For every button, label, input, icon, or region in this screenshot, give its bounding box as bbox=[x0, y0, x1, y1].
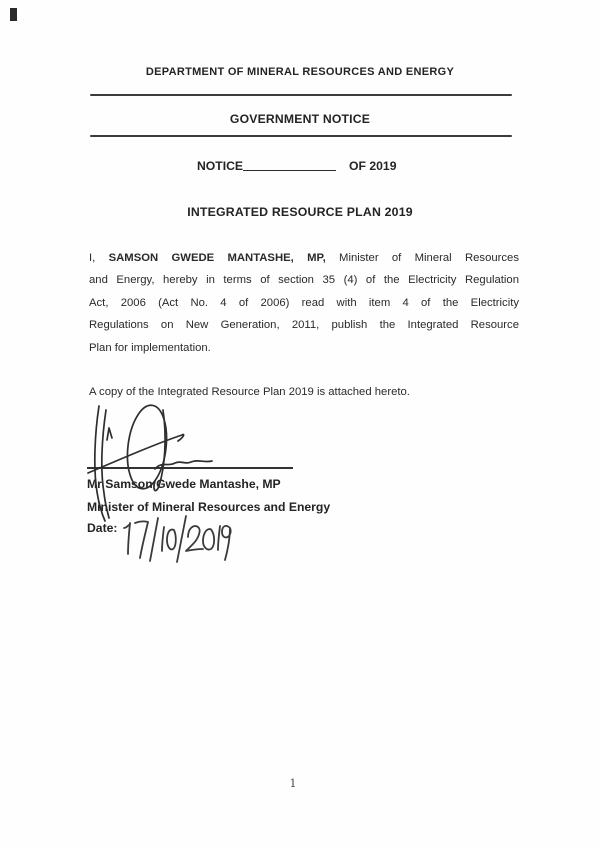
notice-label: NOTICE bbox=[197, 159, 244, 173]
signatory-name: Mr Samson Gwede Mantashe, MP bbox=[87, 477, 281, 491]
handwritten-date bbox=[122, 513, 242, 565]
paragraph-line: Plan for implementation. bbox=[89, 341, 211, 354]
date-label: Date: bbox=[87, 521, 118, 535]
body-paragraph bbox=[89, 247, 519, 359]
document-title: INTEGRATED RESOURCE PLAN 2019 bbox=[187, 205, 413, 219]
paragraph-line: and Energy, hereby in terms of section 35 (4) of the Electricity Regulation bbox=[89, 274, 519, 287]
signature-scribble bbox=[78, 397, 308, 532]
page-number: 1 bbox=[289, 777, 297, 790]
horizontal-rule-second bbox=[90, 135, 512, 137]
government-notice-heading: GOVERNMENT NOTICE bbox=[229, 112, 371, 126]
paragraph-line: Regulations on New Generation, 2011, publish the Integrated Resource bbox=[89, 319, 519, 332]
paragraph-line bbox=[89, 247, 519, 269]
attachment-note: A copy of the Integrated Resource Plan 2019 is attached hereto. bbox=[89, 386, 410, 398]
notice-number-blank bbox=[243, 167, 336, 171]
signatory-title: Minister of Mineral Resources and Energy bbox=[87, 500, 331, 514]
paragraph-text: Minister of Mineral Resources bbox=[339, 252, 519, 264]
notice-number-line bbox=[197, 159, 396, 173]
department-heading: DEPARTMENT OF MINERAL RESOURCES AND ENERGY bbox=[145, 66, 455, 78]
signatory-name-inline: SAMSON GWEDE MANTASHE, MP, bbox=[108, 252, 326, 264]
paragraph-line: Act, 2006 (Act No. 4 of 2006) read with item 4 of the Electricity bbox=[89, 296, 519, 309]
scan-artifact-mark bbox=[10, 8, 17, 21]
horizontal-rule-top bbox=[90, 94, 512, 96]
notice-year-label: OF 2019 bbox=[349, 159, 397, 173]
paragraph-text: I, bbox=[89, 252, 96, 264]
